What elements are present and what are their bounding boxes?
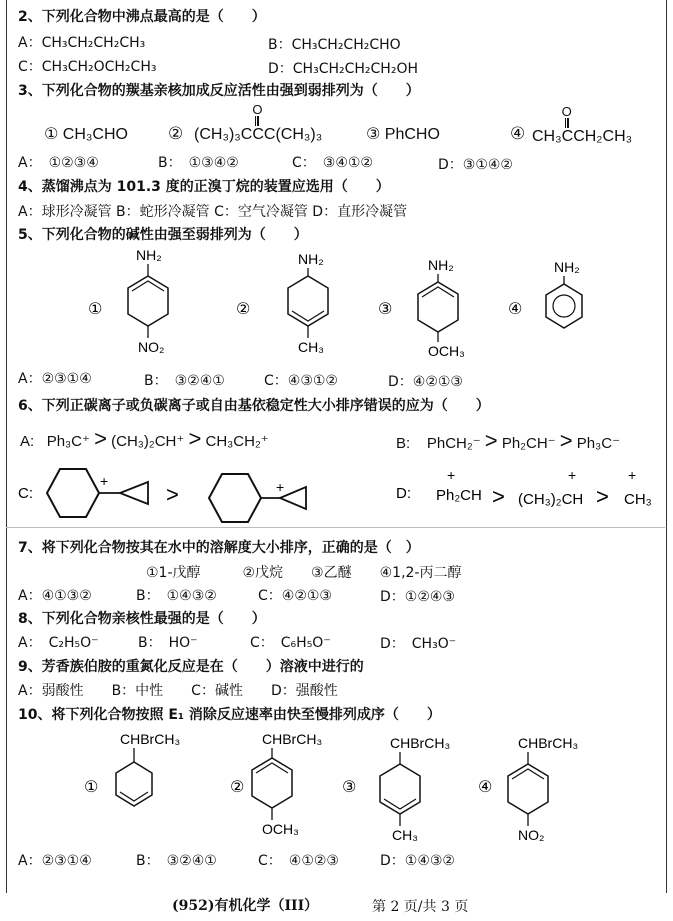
svg-text:④: ④ [508, 301, 523, 318]
q10-compound-1 [84, 731, 180, 806]
svg-text:CHBrCH₃: CHBrCH₃ [120, 731, 181, 747]
svg-text:CHBrCH₃: CHBrCH₃ [262, 731, 323, 747]
q5-option-d: D：④②①③ [388, 374, 463, 390]
svg-text:+: + [628, 467, 637, 483]
q5-structures [0, 242, 673, 372]
q3-compound-3: ③ PhCHO [366, 126, 440, 143]
q6-c-cation-2 [209, 474, 306, 522]
svg-text:③: ③ [342, 779, 357, 796]
svg-text:④: ④ [478, 779, 493, 796]
svg-text:D:: D: [396, 485, 411, 502]
q10-option-a: A：②③①④ [18, 853, 92, 869]
q5-option-c: C：④③①② [264, 373, 338, 389]
q3-stem: 3、下列化合物的羰基亲核加成反应活性由强到弱排列为（ ） [18, 83, 420, 99]
q5-compound-1 [88, 247, 168, 355]
q10-compound-4 [478, 735, 578, 843]
svg-text:+: + [276, 479, 285, 495]
q6-option-d [436, 467, 652, 509]
q8-option-b: B： HO⁻ [138, 635, 198, 651]
q2-option-d: D：CH₃CH₂CH₂CH₂OH [268, 61, 418, 77]
q3-compound-4-number: ④ [510, 124, 526, 144]
svg-text:NH₂: NH₂ [298, 251, 324, 267]
svg-text:NO₂: NO₂ [518, 827, 545, 843]
q10-compound-3 [342, 735, 450, 843]
svg-text:CH₃: CH₃ [298, 339, 324, 355]
fold-line [6, 527, 665, 528]
svg-text:NH₂: NH₂ [136, 247, 162, 263]
svg-text:+: + [100, 473, 109, 489]
q3-compound-2-o: O [252, 102, 263, 117]
svg-text:>: > [492, 484, 505, 509]
svg-text:②: ② [236, 301, 251, 318]
q3-compound-2-number: ② [168, 124, 184, 144]
svg-text:>: > [166, 482, 179, 507]
q3-option-d: D：③①④② [438, 157, 513, 173]
q8-option-d: D： CH₃O⁻ [380, 636, 457, 652]
q10-stem: 10、将下列化合物按照 E₁ 消除反应速率由快至慢排列成序（ ） [18, 707, 441, 723]
q5-stem: 5、下列化合物的碱性由强至弱排列为（ ） [18, 227, 308, 243]
svg-text:②: ② [230, 779, 245, 796]
svg-text:(CH₃)₂CH: (CH₃)₂CH [518, 491, 584, 508]
svg-text:NH₂: NH₂ [428, 257, 454, 273]
q3-option-a: A： ①②③④ [18, 155, 99, 171]
q5-compound-3 [378, 257, 465, 359]
q10-option-b: B： ③②④① [136, 853, 217, 869]
q7-option-b: B： ①④③② [136, 588, 217, 604]
q7-stem: 7、将下列化合物按其在水中的溶解度大小排序，正确的是（ ） [18, 540, 420, 556]
q4-options: A：球形冷凝管 B：蛇形冷凝管 C：空气冷凝管 D：直形冷凝管 [18, 204, 408, 220]
svg-text:CHBrCH₃: CHBrCH₃ [390, 735, 451, 751]
svg-text:OCH₃: OCH₃ [262, 821, 299, 837]
svg-text:③: ③ [378, 301, 393, 318]
q3-option-c: C： ③④①② [292, 155, 373, 171]
q2-option-b: B：CH₃CH₂CH₂CHO [268, 37, 401, 53]
q10-option-c: C： ④①②③ [258, 853, 339, 869]
q6-option-c-structures [0, 456, 673, 536]
q5-compound-4 [508, 259, 582, 328]
svg-text:NH₂: NH₂ [554, 259, 580, 275]
q5-compound-2 [236, 251, 328, 355]
q4-stem: 4、蒸馏沸点为 101.3 度的正溴丁烷的装置应选用（ ） [18, 179, 390, 195]
footer-course: (952)有机化学（III） [172, 898, 319, 914]
q10-structures [0, 726, 673, 852]
q8-option-a: A： C₂H₅O⁻ [18, 635, 99, 651]
q7-option-c: C：④②①③ [258, 588, 332, 604]
svg-text:OCH₃: OCH₃ [428, 343, 465, 359]
q9-stem: 9、芳香族伯胺的重氮化反应是在（ ）溶液中进行的 [18, 659, 364, 675]
q7-items: ①1-戊醇 ②戊烷 ③乙醚 ④1,2-丙二醇 [146, 565, 462, 581]
svg-text:+: + [447, 467, 456, 483]
svg-text:CH₃: CH₃ [392, 827, 418, 843]
q10-compound-2 [230, 731, 322, 837]
q2-option-a: A：CH₃CH₂CH₂CH₃ [18, 35, 146, 51]
svg-text:NO₂: NO₂ [138, 339, 165, 355]
q3-compound-4-o: O [561, 104, 572, 119]
svg-text:+: + [568, 467, 577, 483]
svg-text:>: > [596, 484, 609, 509]
q3-compound-4: CH₃ O CCH₂CH₃ [532, 104, 633, 145]
q3-compound-1: ① CH₃CHO [44, 126, 128, 143]
q3-compound-2: (CH₃)₃C O CC(CH₃)₃ [194, 102, 323, 143]
q9-options: A：弱酸性 B：中性 C：碱性 D：强酸性 [18, 683, 338, 699]
q7-option-d: D：①②④③ [380, 589, 455, 605]
svg-text:①: ① [88, 301, 103, 318]
q8-option-c: C： C₆H₅O⁻ [250, 635, 331, 651]
svg-text:CHBrCH₃: CHBrCH₃ [518, 735, 579, 751]
q10-option-d: D：①④③② [380, 853, 455, 869]
svg-text:Ph₂CH: Ph₂CH [436, 487, 482, 504]
svg-text:①: ① [84, 779, 99, 796]
q2-stem: 2、下列化合物中沸点最高的是（ ） [18, 9, 266, 25]
svg-text:C:: C: [18, 485, 33, 502]
q3-option-b: B： ①③④② [158, 155, 239, 171]
q6-c-cation-1 [47, 469, 148, 517]
q6-option-a: A: Ph₃C⁺ > (CH₃)₂CH⁺ > CH₃CH₂⁺ [20, 426, 269, 451]
q6-stem: 6、下列正碳离子或负碳离子或自由基依稳定性大小排序错误的应为（ ） [18, 398, 490, 414]
svg-text:CH₃: CH₃ [624, 491, 652, 508]
q8-stem: 8、下列化合物亲核性最强的是（ ） [18, 611, 266, 627]
q2-option-c: C：CH₃CH₂OCH₂CH₃ [18, 59, 157, 75]
q5-option-a: A：②③①④ [18, 371, 92, 387]
footer-page-number: 第 2 页/共 3 页 [372, 899, 469, 915]
q7-option-a: A：④①③② [18, 588, 92, 604]
q5-option-b: B： ③②④① [144, 373, 225, 389]
q6-option-b: B: PhCH₂⁻ > Ph₂CH⁻ > Ph₃C⁻ [396, 428, 621, 453]
